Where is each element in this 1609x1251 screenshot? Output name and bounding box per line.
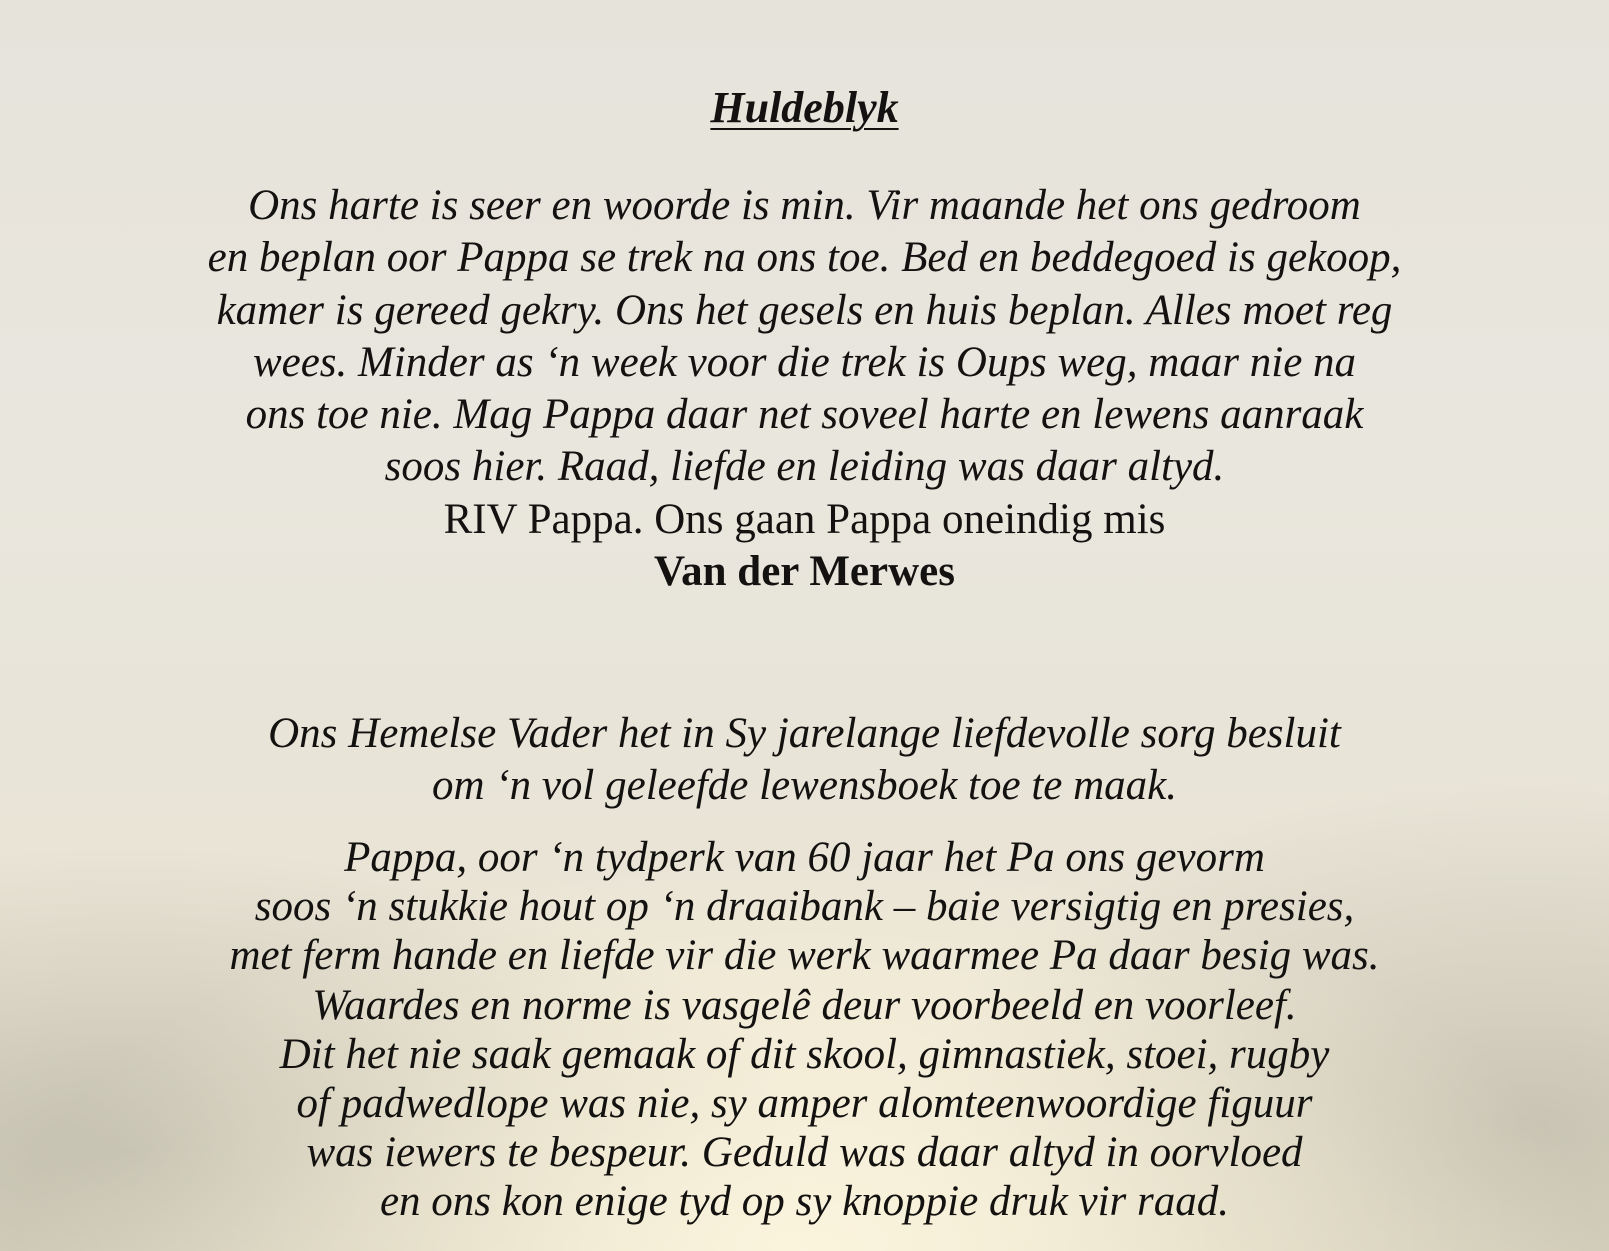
- tribute-signature: Van der Merwes: [654, 548, 955, 596]
- tribute-closing: RIV Pappa. Ons gaan Pappa oneindig mis: [443, 495, 1166, 543]
- intro-line: om ‘n vol geleefde lewensboek toe te maak.: [431, 762, 1178, 809]
- tribute-line: Ons harte is seer en woorde is min. Vir maande het ons gedroom: [248, 182, 1361, 229]
- memory-line: en ons kon enige tyd op sy knoppie druk vir raad.: [379, 1178, 1230, 1226]
- page-title: [0, 82, 1609, 134]
- intro-line: Ons Hemelse Vader het in Sy jarelange liefdevolle sorg besluit: [268, 710, 1341, 757]
- memory-line: soos ‘n stukkie hout op ‘n draaibank – baie versigtig en presies,: [254, 883, 1355, 931]
- memory-line: of padwedlope was nie, sy amper alomteenwoordige figuur: [296, 1080, 1313, 1128]
- memory-paragraph: [0, 833, 1609, 1227]
- tribute-line: soos hier. Raad, liefde en leiding was daar altyd.: [384, 443, 1225, 491]
- tribute-line: kamer is gereed gekry. Ons het gesels en huis beplan. Alles moet reg: [216, 286, 1393, 334]
- intro-paragraph: [0, 708, 1609, 812]
- tribute-line: en beplan oor Pappa se trek na ons toe. Bed en beddegoed is gekoop,: [207, 234, 1402, 282]
- memory-line: Waardes en norme is vasgelê deur voorbeeld en voorleef.: [312, 981, 1297, 1029]
- memory-line: Pappa, oor ‘n tydperk van 60 jaar het Pa ons gevorm: [344, 834, 1265, 881]
- memory-line: Dit het nie saak gemaak of dit skool, gimnastiek, stoei, rugby: [279, 1030, 1330, 1078]
- tribute-line: wees. Minder as ‘n week voor die trek is Oups weg, maar nie na: [252, 338, 1357, 386]
- title-text: Huldeblyk: [710, 83, 899, 132]
- tribute-line: ons toe nie. Mag Pappa daar net soveel harte en lewens aanraak: [245, 391, 1364, 439]
- memory-line: was iewers te bespeur. Geduld was daar altyd in oorvloed: [306, 1129, 1303, 1177]
- memory-line: met ferm hande en liefde vir die werk waarmee Pa daar besig was.: [229, 932, 1380, 980]
- tribute-paragraph: [0, 180, 1609, 598]
